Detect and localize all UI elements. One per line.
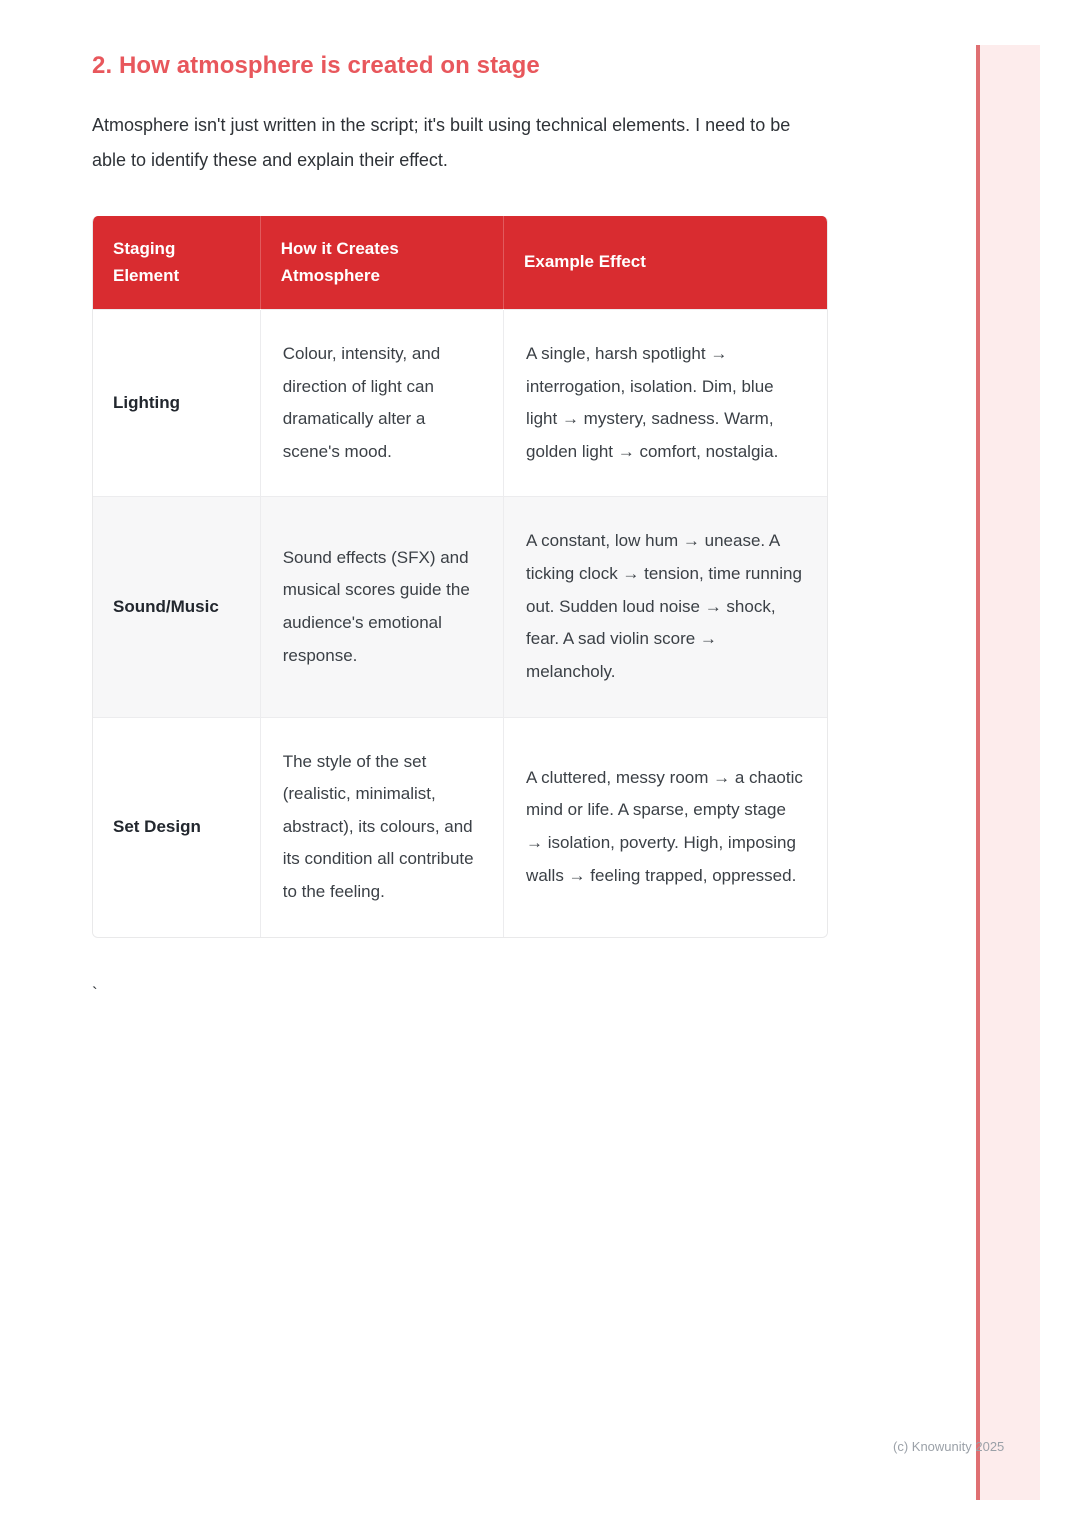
table-row-lighting <box>93 309 827 497</box>
cell-element-set-design: Set Design <box>93 717 260 937</box>
staging-atmosphere-table <box>93 216 827 936</box>
cell-how-sound-music: Sound effects (SFX) and musical scores guide the audience's emotional response. <box>260 497 503 717</box>
cell-element-sound-music: Sound/Music <box>93 497 260 717</box>
content-area <box>92 52 828 1004</box>
table-row-set-design <box>93 717 827 937</box>
stray-backtick: ` <box>92 983 98 1003</box>
table-row-sound-music <box>93 497 827 717</box>
column-header-staging-element: Staging Element <box>93 216 260 309</box>
column-header-how-it-creates: How it Creates Atmosphere <box>260 216 503 309</box>
cell-effect-set-design: A cluttered, messy room → a chaotic mind or life. A sparse, empty stage → isolation, poverty. High, imposing walls → feeling trapped, oppressed. <box>504 717 827 937</box>
staging-table-container <box>92 216 828 937</box>
cell-element-lighting: Lighting <box>93 309 260 497</box>
side-stripe-decoration <box>976 45 1040 1500</box>
cell-how-set-design: The style of the set (realistic, minimalist, abstract), its colours, and its condition all contribute to the feeling. <box>260 717 503 937</box>
cell-effect-lighting: A single, harsh spotlight → interrogation, isolation. Dim, blue light → mystery, sadness. Warm, golden light → comfort, nostalgia. <box>504 309 827 497</box>
cell-effect-sound-music: A constant, low hum → unease. A ticking clock → tension, time running out. Sudden loud noise → shock, fear. A sad violin score → melancholy. <box>504 497 827 717</box>
section-heading: 2. How atmosphere is created on stage <box>92 52 540 79</box>
copyright-text: (c) Knowunity 2025 <box>893 1439 1005 1454</box>
cell-how-lighting: Colour, intensity, and direction of light can dramatically alter a scene's mood. <box>260 309 503 497</box>
intro-paragraph: Atmosphere isn't just written in the script; it's built using technical elements. I need to be able to identify these and explain their effect. <box>92 115 791 171</box>
table-header-row <box>93 216 827 309</box>
column-header-example-effect: Example Effect <box>504 216 827 309</box>
